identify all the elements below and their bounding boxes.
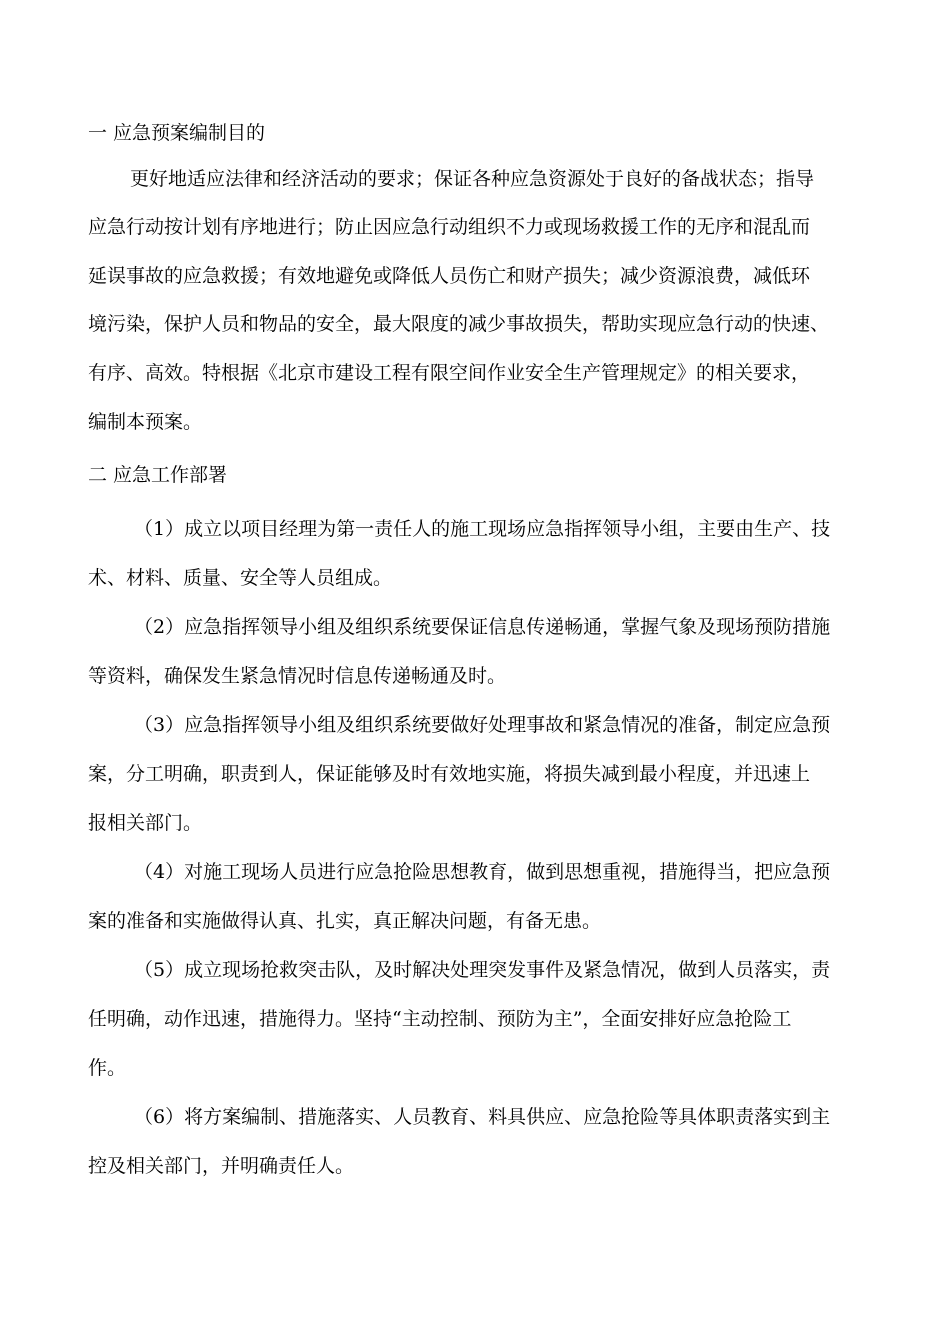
section-2-item-6-line: 控及相关部门，并明确责任人。 — [88, 1155, 355, 1177]
section-2-item-5-line: 任明确，动作迅速，措施得力。坚持“主动控制、预防为主”，全面安排好应急抢险工 — [88, 1008, 792, 1030]
section-2-item-5-line: 作。 — [88, 1057, 127, 1079]
section-1-line: 编制本预案。 — [88, 411, 203, 433]
section-2-item-3-line: 案，分工明确，职责到人，保证能够及时有效地实施，将损失减到最小程度，并迅速上 — [88, 763, 811, 785]
section-2-heading: 二 应急工作部署 — [88, 464, 228, 486]
section-2-item-3-line: 报相关部门。 — [88, 812, 203, 834]
section-2-item-2-line: （2）应急指挥领导小组及组织系统要保证信息传递畅通，掌握气象及现场预防措施 — [134, 616, 831, 638]
section-2-item-2-line: 等资料，确保发生紧急情况时信息传递畅通及时。 — [88, 665, 507, 687]
section-1-line: 应急行动按计划有序地进行；防止因应急行动组织不力或现场救援工作的无序和混乱而 — [88, 216, 811, 238]
section-1-line: 境污染，保护人员和物品的安全，最大限度的减少事故损失，帮助实现应急行动的快速、 — [88, 313, 830, 335]
section-2-item-3-line: （3）应急指挥领导小组及组织系统要做好处理事故和紧急情况的准备，制定应急预 — [134, 714, 831, 736]
section-2-item-6-line: （6）将方案编制、措施落实、人员教育、料具供应、应急抢险等具体职责落实到主 — [134, 1106, 831, 1128]
section-1-heading: 一 应急预案编制目的 — [88, 122, 266, 144]
section-2-item-1-line: （1）成立以项目经理为第一责任人的施工现场应急指挥领导小组，主要由生产、技 — [134, 518, 831, 540]
section-1-line: 延误事故的应急救援；有效地避免或降低人员伤亡和财产损失；减少资源浪费，减低环 — [88, 265, 811, 287]
section-1-line: 有序、高效。特根据《北京市建设工程有限空间作业安全生产管理规定》的相关要求， — [88, 362, 811, 384]
section-2-item-4-line: （4）对施工现场人员进行应急抢险思想教育，做到思想重视，措施得当，把应急预 — [134, 861, 831, 883]
section-2-item-5-line: （5）成立现场抢救突击队，及时解决处理突发事件及紧急情况，做到人员落实，责 — [134, 959, 831, 981]
section-2-item-1-line: 术、材料、质量、安全等人员组成。 — [88, 567, 393, 589]
section-1-line: 更好地适应法律和经济活动的要求；保证各种应急资源处于良好的备战状态；指导 — [130, 168, 815, 190]
section-2-item-4-line: 案的准备和实施做得认真、扎实，真正解决问题，有备无患。 — [88, 910, 602, 932]
